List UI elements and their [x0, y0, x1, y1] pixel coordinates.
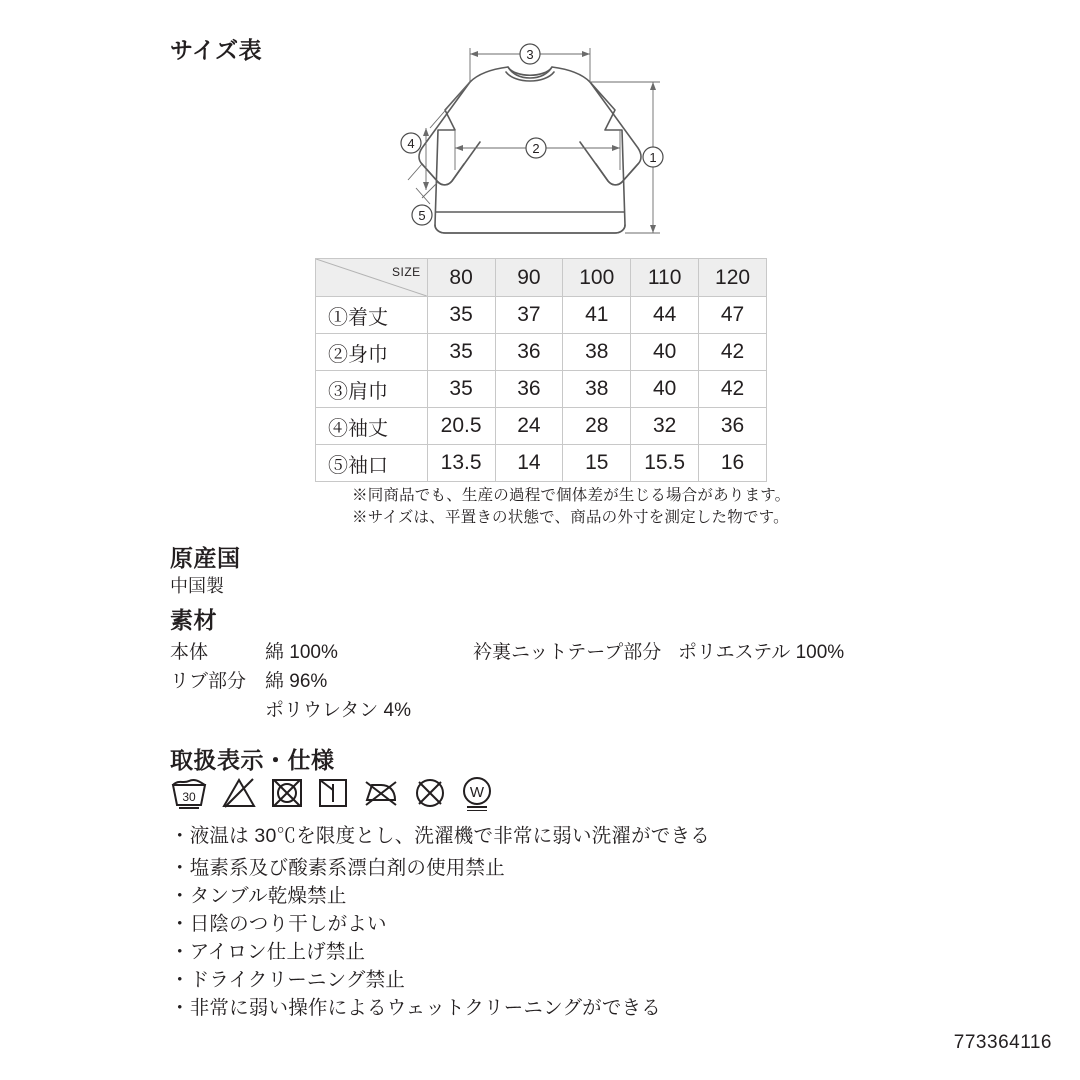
cell: 40	[631, 371, 699, 408]
table-corner-cell	[316, 259, 428, 297]
callout-1-label: 1	[649, 150, 657, 165]
cell: 28	[563, 408, 631, 445]
cell: 36	[495, 334, 563, 371]
cell: 42	[699, 371, 767, 408]
table-row	[316, 445, 767, 482]
row-label-cuff: ⑤袖口	[316, 445, 428, 482]
table-row	[316, 334, 767, 371]
cell: 14	[495, 445, 563, 482]
callout-3-label: 3	[526, 47, 534, 62]
care-line-2: ・塩素系及び酸素系漂白剤の使用禁止	[170, 857, 505, 879]
cell: 24	[495, 408, 563, 445]
cell: 47	[699, 297, 767, 334]
care-line-6: ・ドライクリーニング禁止	[170, 969, 406, 991]
callout-2-label: 2	[532, 141, 540, 156]
cell: 36	[699, 408, 767, 445]
row-label-chest: ②身巾	[316, 334, 428, 371]
material-key-collar-tape: 衿裏ニットテープ部分	[473, 642, 662, 663]
table-row	[316, 408, 767, 445]
col-header-120: 120	[699, 259, 767, 297]
cell: 41	[563, 297, 631, 334]
no-chlorine-bleach-icon	[221, 776, 257, 810]
cell: 35	[427, 371, 495, 408]
col-header-110: 110	[631, 259, 699, 297]
garment-diagram	[360, 30, 700, 260]
care-instructions-title: 取扱表示・仕様	[170, 747, 335, 773]
drip-dry-in-shade-icon	[317, 776, 349, 810]
material-value-collar-tape: ポリエステル 100%	[678, 642, 845, 663]
table-header-row	[316, 259, 767, 297]
cell: 42	[699, 334, 767, 371]
no-tumble-dry-icon	[270, 776, 304, 810]
cell: 35	[427, 297, 495, 334]
cell: 38	[563, 371, 631, 408]
wash-temp-label: 30	[182, 790, 196, 804]
size-note-1: ※同商品でも、生産の過程で個体差が生じる場合があります。	[352, 487, 791, 504]
material-value-rib-2: ポリウレタン 4%	[265, 700, 411, 721]
care-line-4: ・日陰のつり干しがよい	[170, 913, 387, 935]
size-note-2: ※サイズは、平置きの状態で、商品の外寸を測定した物です。	[352, 509, 789, 526]
care-line-5: ・アイロン仕上げ禁止	[170, 941, 366, 963]
col-header-90: 90	[495, 259, 563, 297]
origin-value: 中国製	[170, 576, 224, 596]
material-key-rib: リブ部分	[170, 671, 247, 692]
size-table-container	[315, 258, 767, 482]
size-chart-title: サイズ表	[170, 37, 263, 63]
wet-clean-very-mild-icon	[460, 775, 494, 811]
cell: 36	[495, 371, 563, 408]
wash-30-very-mild-icon	[170, 776, 208, 810]
col-header-80: 80	[427, 259, 495, 297]
care-line-3: ・タンブル乾燥禁止	[170, 885, 347, 907]
material-value-rib: 綿 96%	[265, 671, 328, 692]
no-iron-icon	[362, 776, 400, 810]
table-row	[316, 371, 767, 408]
cell: 16	[699, 445, 767, 482]
no-dry-clean-icon	[413, 776, 447, 810]
size-table	[315, 258, 767, 482]
cell: 32	[631, 408, 699, 445]
row-label-length: ①着丈	[316, 297, 428, 334]
cell: 13.5	[427, 445, 495, 482]
row-label-sleeve: ④袖丈	[316, 408, 428, 445]
cell: 44	[631, 297, 699, 334]
cell: 20.5	[427, 408, 495, 445]
cell: 38	[563, 334, 631, 371]
table-row	[316, 297, 767, 334]
callout-5-label: 5	[418, 208, 426, 223]
material-key-body: 本体	[170, 642, 209, 663]
cell: 40	[631, 334, 699, 371]
size-column-label: SIZE	[391, 265, 421, 279]
care-line-1: ・液温は 30℃を限度とし、洗濯機で非常に弱い洗濯ができる	[170, 825, 710, 847]
cell: 15	[563, 445, 631, 482]
cell: 37	[495, 297, 563, 334]
origin-title: 原産国	[170, 545, 241, 571]
col-header-100: 100	[563, 259, 631, 297]
cell: 15.5	[631, 445, 699, 482]
material-title: 素材	[170, 607, 217, 633]
row-label-shoulder: ③肩巾	[316, 371, 428, 408]
product-code: 773364116	[953, 1032, 1052, 1053]
material-value-body: 綿 100%	[265, 642, 338, 663]
cell: 35	[427, 334, 495, 371]
care-line-7: ・非常に弱い操作によるウェットクリーニングができる	[170, 997, 661, 1019]
care-symbols-row	[170, 775, 494, 811]
wet-clean-letter: W	[469, 784, 485, 801]
callout-4-label: 4	[407, 136, 415, 151]
